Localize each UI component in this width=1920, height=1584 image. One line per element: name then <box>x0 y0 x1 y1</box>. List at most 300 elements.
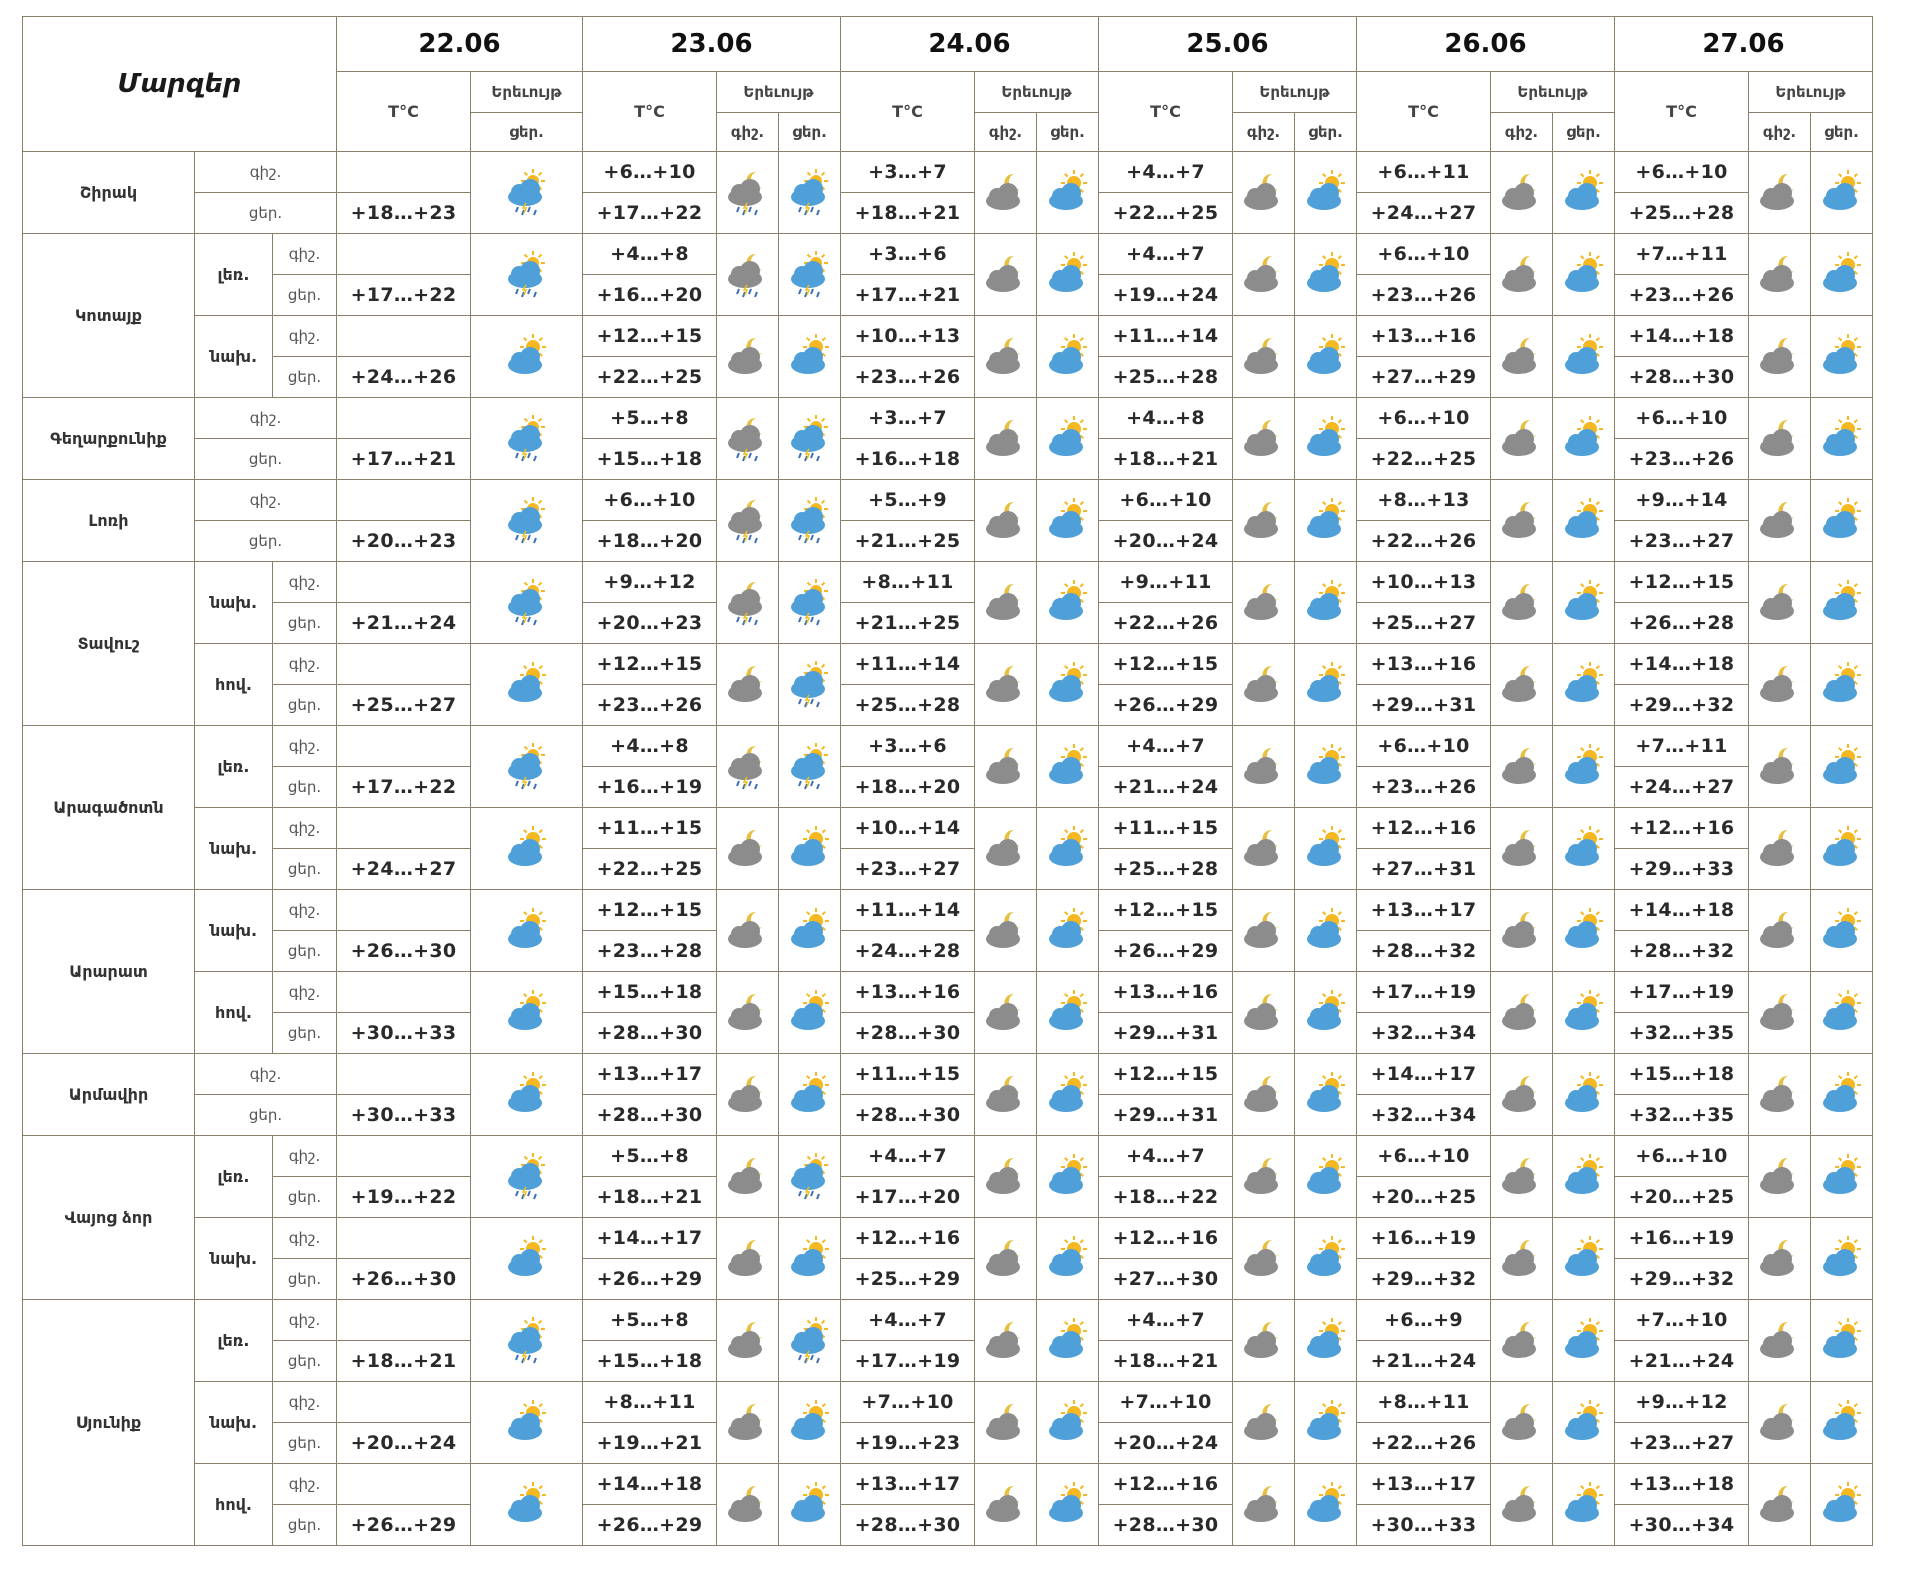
night-temperature: +12…+16 <box>1099 1218 1233 1259</box>
day-temperature: +32…+34 <box>1357 1095 1491 1136</box>
night-label: գիշ. <box>273 808 337 849</box>
table-row <box>23 1464 1873 1505</box>
regions-header: Մարզեր <box>23 17 337 152</box>
night-phenomenon-cell <box>975 1464 1037 1546</box>
day-temperature: +32…+35 <box>1615 1095 1749 1136</box>
night-phenomenon-cell <box>1749 480 1811 562</box>
day-temperature: +26…+30 <box>337 1259 471 1300</box>
sun-cloud-icon <box>1037 989 1098 1037</box>
day-column-header: ցեր. <box>1037 113 1099 152</box>
day-label: ցեր. <box>273 1341 337 1382</box>
sun-cloud-rain-icon <box>471 169 582 217</box>
zone-label: նախ. <box>195 562 273 644</box>
moon-cloud-icon <box>1233 251 1294 299</box>
day-temperature: +29…+33 <box>1615 849 1749 890</box>
night-temperature: +12…+16 <box>1099 1464 1233 1505</box>
day-phenomenon-cell <box>1295 1300 1357 1382</box>
day-temperature: +25…+27 <box>337 685 471 726</box>
night-phenomenon-cell <box>1491 398 1553 480</box>
night-phenomenon-cell <box>1233 1054 1295 1136</box>
night-label: գիշ. <box>273 316 337 357</box>
table-row <box>23 890 1873 931</box>
table-row <box>23 644 1873 685</box>
day-phenomenon-cell <box>779 726 841 808</box>
night-phenomenon-cell <box>1233 234 1295 316</box>
night-temperature: +9…+12 <box>583 562 717 603</box>
night-temperature-empty <box>337 1464 471 1505</box>
phenomenon-cell <box>471 1300 583 1382</box>
sun-cloud-icon <box>1295 169 1356 217</box>
day-temperature: +29…+31 <box>1099 1095 1233 1136</box>
day-temperature: +30…+33 <box>337 1013 471 1054</box>
temp-column-header: T°C <box>583 72 717 152</box>
day-phenomenon-cell <box>1037 1136 1099 1218</box>
temp-column-header: T°C <box>1099 72 1233 152</box>
region-name: Կոտայք <box>23 234 195 398</box>
night-phenomenon-cell <box>975 398 1037 480</box>
moon-cloud-icon <box>1233 1481 1294 1529</box>
day-label: ցեր. <box>195 1095 337 1136</box>
night-temperature-empty <box>337 152 471 193</box>
night-temperature: +17…+19 <box>1357 972 1491 1013</box>
night-label: գիշ. <box>273 1382 337 1423</box>
day-phenomenon-cell <box>1553 316 1615 398</box>
sun-cloud-icon <box>1037 1071 1098 1119</box>
day-phenomenon-cell <box>779 1054 841 1136</box>
table-row <box>23 562 1873 603</box>
night-phenomenon-cell <box>975 1382 1037 1464</box>
day-temperature: +30…+34 <box>1615 1505 1749 1546</box>
day-label: ցեր. <box>273 931 337 972</box>
sun-cloud-icon <box>1811 1153 1872 1201</box>
night-phenomenon-cell <box>1233 1300 1295 1382</box>
day-temperature: +32…+34 <box>1357 1013 1491 1054</box>
sun-cloud-rain-icon <box>471 1153 582 1201</box>
sun-cloud-icon <box>1037 579 1098 627</box>
sun-cloud-rain-icon <box>471 1317 582 1365</box>
day-phenomenon-cell <box>779 1218 841 1300</box>
sun-cloud-icon <box>1295 497 1356 545</box>
sun-cloud-icon <box>1037 333 1098 381</box>
moon-cloud-icon <box>975 251 1036 299</box>
day-temperature: +28…+32 <box>1615 931 1749 972</box>
sun-cloud-icon <box>1295 1071 1356 1119</box>
night-phenomenon-cell <box>1233 480 1295 562</box>
table-row <box>23 972 1873 1013</box>
phenomenon-cell <box>471 152 583 234</box>
day-temperature: +29…+32 <box>1615 1259 1749 1300</box>
table-row <box>23 1054 1873 1095</box>
day-temperature: +29…+31 <box>1099 1013 1233 1054</box>
night-phenomenon-cell <box>1749 398 1811 480</box>
day-temperature: +23…+27 <box>1615 1423 1749 1464</box>
zone-label: հով. <box>195 972 273 1054</box>
sun-cloud-icon <box>1553 333 1614 381</box>
day-phenomenon-cell <box>1037 234 1099 316</box>
night-temperature: +4…+7 <box>841 1136 975 1177</box>
phenomenon-cell <box>471 1464 583 1546</box>
day-temperature: +20…+23 <box>337 521 471 562</box>
sun-cloud-icon <box>1553 661 1614 709</box>
night-temperature-empty <box>337 562 471 603</box>
sun-cloud-icon <box>779 1071 840 1119</box>
moon-cloud-rain-icon <box>717 743 778 791</box>
night-temperature: +13…+17 <box>1357 890 1491 931</box>
night-temperature: +7…+10 <box>841 1382 975 1423</box>
day-phenomenon-cell <box>1037 1300 1099 1382</box>
day-temperature: +18…+22 <box>1099 1177 1233 1218</box>
night-phenomenon-cell <box>1491 562 1553 644</box>
night-temperature-empty <box>337 972 471 1013</box>
night-temperature: +9…+11 <box>1099 562 1233 603</box>
day-phenomenon-cell <box>1811 890 1873 972</box>
moon-cloud-icon <box>1749 169 1810 217</box>
night-temperature: +4…+7 <box>1099 152 1233 193</box>
day-temperature: +24…+27 <box>337 849 471 890</box>
sun-cloud-icon <box>779 1235 840 1283</box>
moon-cloud-icon <box>1749 1317 1810 1365</box>
moon-cloud-icon <box>717 989 778 1037</box>
moon-cloud-icon <box>1233 1235 1294 1283</box>
moon-cloud-icon <box>717 1317 778 1365</box>
moon-cloud-icon <box>975 415 1036 463</box>
zone-label: նախ. <box>195 890 273 972</box>
day-temperature: +16…+19 <box>583 767 717 808</box>
phenomenon-cell <box>471 1382 583 1464</box>
day-phenomenon-cell <box>1295 562 1357 644</box>
day-column-header: ցեր. <box>1811 113 1873 152</box>
day-phenomenon-cell <box>1553 726 1615 808</box>
night-temperature: +6…+10 <box>583 152 717 193</box>
sun-cloud-icon <box>471 989 582 1037</box>
moon-cloud-icon <box>1491 1071 1552 1119</box>
day-temperature: +17…+21 <box>841 275 975 316</box>
moon-cloud-icon <box>1233 1153 1294 1201</box>
night-temperature: +4…+8 <box>583 234 717 275</box>
table-row <box>23 1300 1873 1341</box>
sun-cloud-icon <box>1553 1071 1614 1119</box>
region-name: Լոռի <box>23 480 195 562</box>
moon-cloud-icon <box>1233 415 1294 463</box>
night-temperature: +10…+14 <box>841 808 975 849</box>
night-phenomenon-cell <box>1749 808 1811 890</box>
moon-cloud-icon <box>1233 743 1294 791</box>
day-temperature: +27…+31 <box>1357 849 1491 890</box>
day-temperature: +30…+33 <box>337 1095 471 1136</box>
day-phenomenon-cell <box>1037 1218 1099 1300</box>
day-label: ցեր. <box>273 357 337 398</box>
moon-cloud-icon <box>1749 743 1810 791</box>
moon-cloud-icon <box>1749 1071 1810 1119</box>
sun-cloud-icon <box>779 907 840 955</box>
night-phenomenon-cell <box>1491 890 1553 972</box>
night-temperature: +3…+7 <box>841 152 975 193</box>
day-temperature: +19…+24 <box>1099 275 1233 316</box>
day-label: ցեր. <box>273 603 337 644</box>
night-temperature-empty <box>337 234 471 275</box>
night-phenomenon-cell <box>1749 1464 1811 1546</box>
sun-cloud-rain-icon <box>779 579 840 627</box>
sun-cloud-icon <box>1553 579 1614 627</box>
day-phenomenon-cell <box>1037 1382 1099 1464</box>
day-temperature: +22…+25 <box>1099 193 1233 234</box>
night-phenomenon-cell <box>1749 1136 1811 1218</box>
day-phenomenon-cell <box>779 234 841 316</box>
moon-cloud-icon <box>1491 661 1552 709</box>
forecast-table <box>22 16 1873 1546</box>
day-temperature: +25…+28 <box>1615 193 1749 234</box>
region-name: Արարատ <box>23 890 195 1054</box>
night-phenomenon-cell <box>1233 726 1295 808</box>
sun-cloud-icon <box>1553 1235 1614 1283</box>
day-phenomenon-cell <box>1811 1300 1873 1382</box>
sun-cloud-icon <box>1553 415 1614 463</box>
day-temperature: +18…+21 <box>841 193 975 234</box>
night-temperature: +6…+10 <box>1357 234 1491 275</box>
night-phenomenon-cell <box>1749 1300 1811 1382</box>
night-temperature: +6…+10 <box>1615 1136 1749 1177</box>
day-temperature: +28…+30 <box>1615 357 1749 398</box>
sun-cloud-icon <box>1037 1399 1098 1447</box>
night-label: գիշ. <box>273 1300 337 1341</box>
moon-cloud-icon <box>1491 497 1552 545</box>
day-temperature: +19…+23 <box>841 1423 975 1464</box>
day-phenomenon-cell <box>1295 316 1357 398</box>
day-label: ցեր. <box>195 193 337 234</box>
day-temperature: +18…+21 <box>1099 439 1233 480</box>
day-phenomenon-cell <box>1811 1218 1873 1300</box>
moon-cloud-icon <box>1233 1399 1294 1447</box>
date-header: 23.06 <box>583 17 841 72</box>
day-phenomenon-cell <box>1295 152 1357 234</box>
day-phenomenon-cell <box>1811 562 1873 644</box>
sun-cloud-icon <box>779 825 840 873</box>
moon-cloud-icon <box>717 1071 778 1119</box>
night-temperature-empty <box>337 480 471 521</box>
day-temperature: +17…+22 <box>583 193 717 234</box>
night-label: գիշ. <box>273 890 337 931</box>
night-temperature: +6…+10 <box>1357 726 1491 767</box>
day-phenomenon-cell <box>1037 1054 1099 1136</box>
moon-cloud-icon <box>717 1235 778 1283</box>
night-column-header: գիշ. <box>1233 113 1295 152</box>
day-phenomenon-cell <box>1295 1382 1357 1464</box>
moon-cloud-icon <box>1491 1481 1552 1529</box>
moon-cloud-icon <box>975 1235 1036 1283</box>
moon-cloud-icon <box>1491 415 1552 463</box>
phenomenon-cell <box>471 398 583 480</box>
sun-cloud-icon <box>1037 825 1098 873</box>
night-phenomenon-cell <box>1491 1382 1553 1464</box>
night-temperature: +10…+13 <box>1357 562 1491 603</box>
moon-cloud-icon <box>1749 907 1810 955</box>
sun-cloud-icon <box>1295 415 1356 463</box>
night-temperature: +5…+8 <box>583 398 717 439</box>
sun-cloud-icon <box>1811 1317 1872 1365</box>
sun-cloud-icon <box>1811 661 1872 709</box>
sun-cloud-icon <box>1553 251 1614 299</box>
sun-cloud-icon <box>1037 907 1098 955</box>
night-temperature: +6…+10 <box>1357 398 1491 439</box>
night-temperature: +14…+18 <box>583 1464 717 1505</box>
day-temperature: +23…+26 <box>1615 439 1749 480</box>
day-phenomenon-cell <box>1811 316 1873 398</box>
night-phenomenon-cell <box>1491 808 1553 890</box>
night-temperature: +6…+11 <box>1357 152 1491 193</box>
sun-cloud-icon <box>1295 661 1356 709</box>
moon-cloud-icon <box>1233 907 1294 955</box>
table-row <box>23 1218 1873 1259</box>
sun-cloud-icon <box>1295 1481 1356 1529</box>
day-temperature: +18…+20 <box>841 767 975 808</box>
day-temperature: +27…+30 <box>1099 1259 1233 1300</box>
zone-label: հով. <box>195 644 273 726</box>
zone-label: լեռ. <box>195 1136 273 1218</box>
moon-cloud-icon <box>975 497 1036 545</box>
sun-cloud-icon <box>1037 251 1098 299</box>
night-phenomenon-cell <box>1491 726 1553 808</box>
day-phenomenon-cell <box>1037 316 1099 398</box>
night-phenomenon-cell <box>1491 1464 1553 1546</box>
sun-cloud-icon <box>1295 1153 1356 1201</box>
night-phenomenon-cell <box>1233 808 1295 890</box>
day-phenomenon-cell <box>1553 808 1615 890</box>
moon-cloud-icon <box>717 661 778 709</box>
night-column-header: գիշ. <box>717 113 779 152</box>
night-phenomenon-cell <box>1749 972 1811 1054</box>
night-label: գիշ. <box>273 1218 337 1259</box>
sun-cloud-icon <box>779 989 840 1037</box>
day-temperature: +28…+30 <box>583 1013 717 1054</box>
night-phenomenon-cell <box>1233 562 1295 644</box>
night-phenomenon-cell <box>975 316 1037 398</box>
moon-cloud-icon <box>1749 1153 1810 1201</box>
day-temperature: +25…+27 <box>1357 603 1491 644</box>
moon-cloud-icon <box>1233 1071 1294 1119</box>
day-phenomenon-cell <box>1811 1382 1873 1464</box>
sun-cloud-icon <box>1811 1071 1872 1119</box>
day-temperature: +28…+30 <box>841 1095 975 1136</box>
day-temperature: +29…+32 <box>1357 1259 1491 1300</box>
sun-cloud-icon <box>1037 743 1098 791</box>
sun-cloud-icon <box>1295 579 1356 627</box>
day-temperature: +17…+22 <box>337 275 471 316</box>
sun-cloud-rain-icon <box>471 743 582 791</box>
night-phenomenon-cell <box>1749 1382 1811 1464</box>
day-phenomenon-cell <box>1037 562 1099 644</box>
day-temperature: +21…+24 <box>1615 1341 1749 1382</box>
phenomenon-cell <box>471 1218 583 1300</box>
day-temperature: +18…+20 <box>583 521 717 562</box>
moon-cloud-icon <box>1749 251 1810 299</box>
moon-cloud-icon <box>975 169 1036 217</box>
night-phenomenon-cell <box>717 1464 779 1546</box>
phenomenon-cell <box>471 1054 583 1136</box>
night-temperature: +3…+6 <box>841 234 975 275</box>
night-phenomenon-cell <box>975 1054 1037 1136</box>
night-temperature: +4…+7 <box>1099 726 1233 767</box>
moon-cloud-icon <box>975 1153 1036 1201</box>
night-temperature: +6…+10 <box>1615 152 1749 193</box>
day-label: ցեր. <box>273 767 337 808</box>
night-temperature: +8…+11 <box>583 1382 717 1423</box>
night-phenomenon-cell <box>975 808 1037 890</box>
zone-label: լեռ. <box>195 1300 273 1382</box>
moon-cloud-icon <box>1491 579 1552 627</box>
sun-cloud-rain-icon <box>471 251 582 299</box>
moon-cloud-icon <box>1491 825 1552 873</box>
moon-cloud-icon <box>1491 251 1552 299</box>
night-phenomenon-cell <box>1749 1054 1811 1136</box>
moon-cloud-rain-icon <box>717 497 778 545</box>
night-label: գիշ. <box>273 562 337 603</box>
day-temperature: +26…+29 <box>583 1259 717 1300</box>
moon-cloud-icon <box>975 743 1036 791</box>
night-temperature: +3…+7 <box>841 398 975 439</box>
day-phenomenon-cell <box>1553 972 1615 1054</box>
day-phenomenon-cell <box>1295 234 1357 316</box>
night-phenomenon-cell <box>1233 152 1295 234</box>
day-temperature: +27…+29 <box>1357 357 1491 398</box>
day-phenomenon-cell <box>1553 234 1615 316</box>
day-temperature: +15…+18 <box>583 1341 717 1382</box>
sun-cloud-icon <box>1811 825 1872 873</box>
sun-cloud-icon <box>1811 743 1872 791</box>
night-temperature: +7…+10 <box>1099 1382 1233 1423</box>
night-phenomenon-cell <box>1749 890 1811 972</box>
day-phenomenon-cell <box>779 398 841 480</box>
day-phenomenon-cell <box>1553 1218 1615 1300</box>
phenomenon-cell <box>471 726 583 808</box>
sun-cloud-icon <box>1553 743 1614 791</box>
night-temperature: +8…+11 <box>841 562 975 603</box>
phenomenon-column-header: Երեւույթ <box>1491 72 1615 113</box>
day-temperature: +18…+21 <box>583 1177 717 1218</box>
moon-cloud-icon <box>975 333 1036 381</box>
night-phenomenon-cell <box>717 480 779 562</box>
day-phenomenon-cell <box>779 808 841 890</box>
region-name: Արմավիր <box>23 1054 195 1136</box>
sun-cloud-icon <box>1295 251 1356 299</box>
night-temperature: +11…+14 <box>841 644 975 685</box>
day-temperature: +21…+25 <box>841 521 975 562</box>
date-header: 22.06 <box>337 17 583 72</box>
moon-cloud-icon <box>1749 333 1810 381</box>
table-row <box>23 1136 1873 1177</box>
moon-cloud-icon <box>717 333 778 381</box>
sun-cloud-icon <box>1553 907 1614 955</box>
night-phenomenon-cell <box>1233 890 1295 972</box>
day-temperature: +16…+20 <box>583 275 717 316</box>
zone-label: նախ. <box>195 316 273 398</box>
day-temperature: +24…+28 <box>841 931 975 972</box>
day-phenomenon-cell <box>1037 1464 1099 1546</box>
day-phenomenon-cell <box>1811 644 1873 726</box>
phenomenon-column-header: Երեւույթ <box>1233 72 1357 113</box>
day-temperature: +23…+26 <box>583 685 717 726</box>
day-temperature: +28…+30 <box>841 1013 975 1054</box>
night-phenomenon-cell <box>1491 316 1553 398</box>
night-phenomenon-cell <box>717 1300 779 1382</box>
night-temperature: +6…+10 <box>1099 480 1233 521</box>
night-temperature: +6…+10 <box>583 480 717 521</box>
temp-column-header: T°C <box>337 72 471 152</box>
night-phenomenon-cell <box>975 972 1037 1054</box>
day-temperature: +18…+21 <box>1099 1341 1233 1382</box>
night-phenomenon-cell <box>717 398 779 480</box>
day-phenomenon-cell <box>1295 890 1357 972</box>
day-phenomenon-cell <box>779 1300 841 1382</box>
